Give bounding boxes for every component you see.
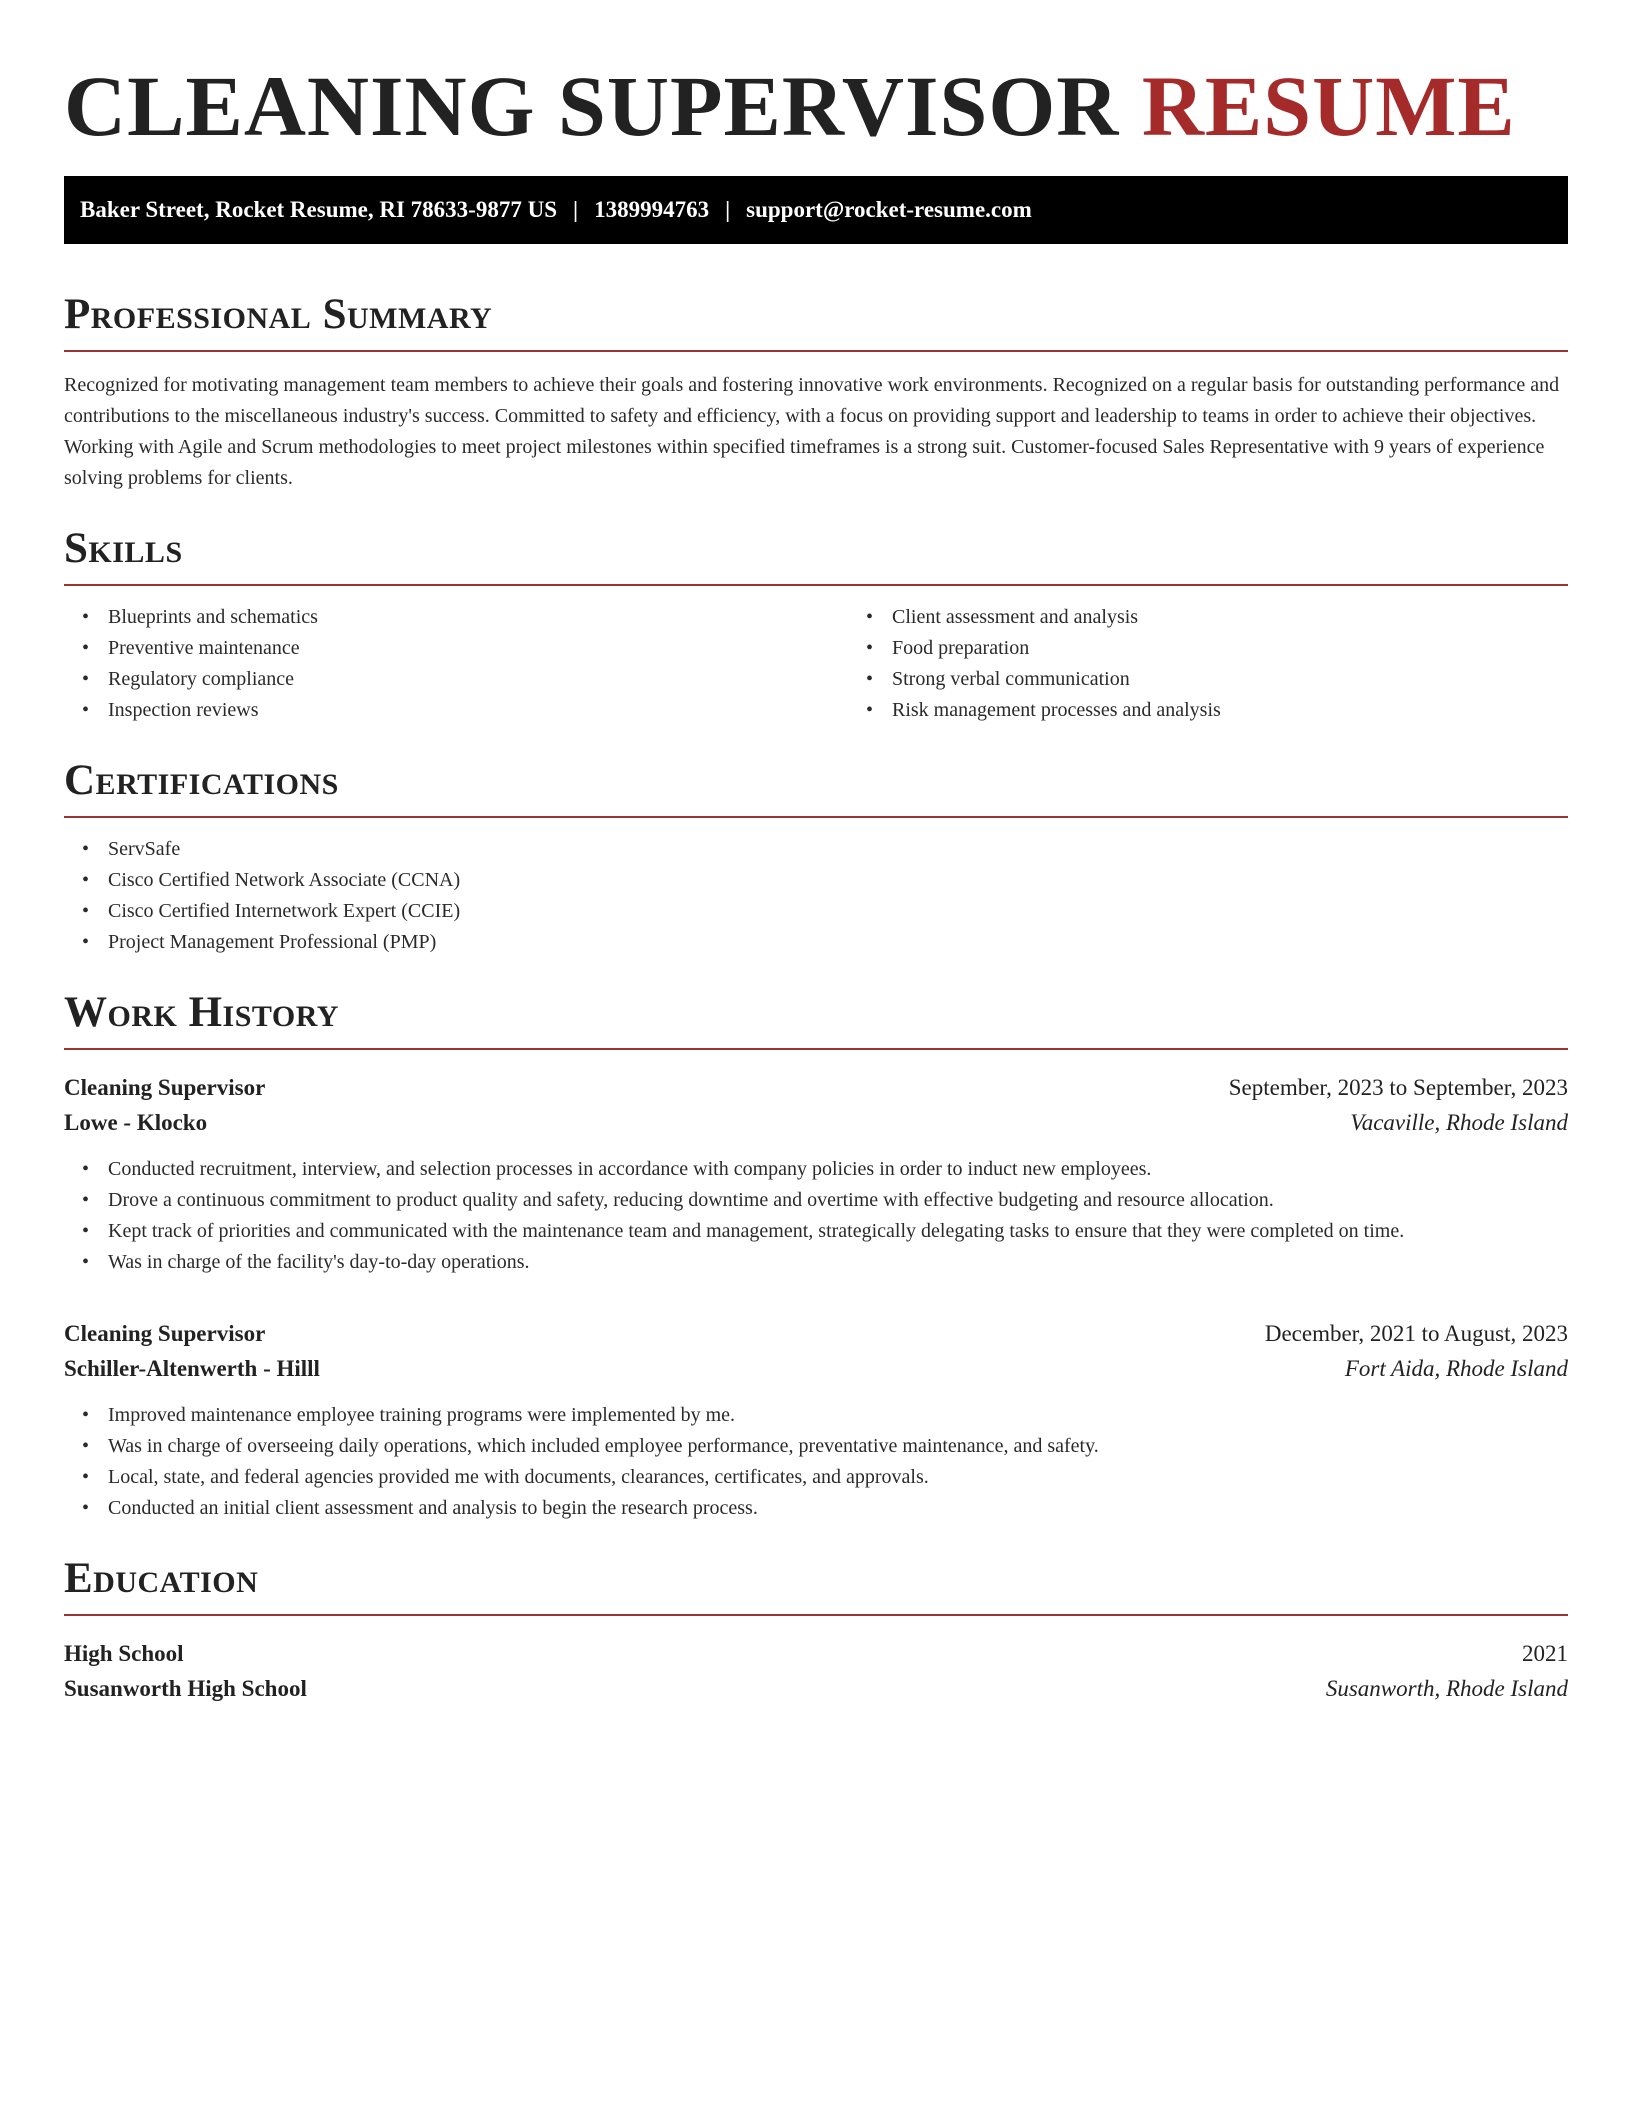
education-entry [64,1636,1568,1706]
job-title-row [64,1316,1568,1351]
education-degree-row [64,1636,1568,1671]
job-company: Schiller-Altenwerth - Hilll [64,1356,320,1381]
job-dates: December, 2021 to August, 2023 [1264,1321,1568,1346]
skill-item: • Inspection reviews [108,695,848,726]
job-title: Cleaning Supervisor [64,1075,266,1100]
section-heading: Certifications [64,757,339,804]
certifications-list [64,834,1568,958]
section-divider [64,1614,1568,1616]
job-bullet: • Kept track of priorities and communicated with the maintenance team and management, strategically delegating tasks to ensure that they were completed on time. [108,1216,1568,1247]
section-heading: Education [64,1555,259,1602]
title-accent: RESUME [1141,58,1516,154]
summary-section [64,290,1568,494]
certification-item: • Cisco Certified Internetwork Expert (CCIE) [108,896,1568,927]
section-divider [64,1048,1568,1050]
skills-list-right [848,602,1568,726]
section-divider [64,584,1568,586]
skill-item: • Food preparation [892,633,1568,664]
skills-list-left [64,602,848,726]
skill-item: • Strong verbal communication [892,664,1568,695]
skill-item: • Client assessment and analysis [892,602,1568,633]
job-bullet: • Local, state, and federal agencies provided me with documents, clearances, certificates, and approvals. [108,1462,1568,1493]
skills-section [64,524,1568,726]
education-section [64,1554,1568,1706]
skill-item: • Preventive maintenance [108,633,848,664]
job-company-row [64,1351,1568,1386]
job-bullet: • Conducted an initial client assessment and analysis to begin the research process. [108,1493,1568,1524]
job-bullet: • Improved maintenance employee training programs were implemented by me. [108,1400,1568,1431]
contact-phone: 1389994763 [594,197,710,222]
certification-item: • ServSafe [108,834,1568,865]
job-title-row [64,1070,1568,1105]
job-entry [64,1070,1568,1278]
job-location: Vacaville, Rhode Island [1350,1110,1568,1135]
skills-grid [64,602,1568,726]
section-heading: Work History [64,989,339,1036]
section-divider [64,350,1568,352]
job-bullet: • Was in charge of the facility's day-to-day operations. [108,1247,1568,1278]
education-school-row [64,1671,1568,1706]
job-dates: September, 2023 to September, 2023 [1228,1075,1568,1100]
education-degree: High School [64,1641,184,1666]
work-history-section [64,988,1568,1524]
job-bullets [64,1400,1568,1524]
education-location: Susanworth, Rhode Island [1325,1676,1568,1701]
certifications-section [64,756,1568,958]
title-main: CLEANING SUPERVISOR [64,58,1120,154]
skill-item: • Risk management processes and analysis [892,695,1568,726]
section-heading: Skills [64,525,183,572]
job-bullets [64,1154,1568,1278]
job-company: Lowe - Klocko [64,1110,208,1135]
job-company-row [64,1105,1568,1140]
job-location: Fort Aida, Rhode Island [1344,1356,1568,1381]
education-year: 2021 [1522,1641,1568,1666]
skill-item: • Regulatory compliance [108,664,848,695]
contact-bar [64,176,1568,244]
contact-separator: | [725,197,731,222]
job-entry [64,1316,1568,1524]
certification-item: • Project Management Professional (PMP) [108,927,1568,958]
job-bullet: • Drove a continuous commitment to product quality and safety, reducing downtime and overtime with effective budgeting and resource allocation. [108,1185,1568,1216]
contact-address: Baker Street, Rocket Resume, RI 78633-9877 US [80,197,557,222]
job-bullet: • Was in charge of overseeing daily operations, which included employee performance, preventative maintenance, and safety. [108,1431,1568,1462]
section-divider [64,816,1568,818]
contact-separator: | [572,197,579,222]
job-bullet: • Conducted recruitment, interview, and selection processes in accordance with company policies in order to induct new employees. [108,1154,1568,1185]
section-heading: Professional Summary [64,291,493,338]
resume-title [64,56,1568,156]
job-title: Cleaning Supervisor [64,1321,266,1346]
summary-text: Recognized for motivating management team members to achieve their goals and fostering innovative work environments. Recognized on a regular basis for outstanding performance and contributions to the miscellaneous industry's success. Committed to safety and efficiency, with a focus on providing support and leadership to teams in order to achieve their objectives. Working with Agile and Scrum methodologies to meet project milestones within specified timeframes is a strong suit. Customer-focused Sales Representative with 9 years of experience solving problems for clients. [64,374,1560,489]
education-school: Susanworth High School [64,1676,307,1701]
contact-email: support@rocket-resume.com [746,197,1032,222]
certification-item: • Cisco Certified Network Associate (CCNA) [108,865,1568,896]
skill-item: • Blueprints and schematics [108,602,848,633]
